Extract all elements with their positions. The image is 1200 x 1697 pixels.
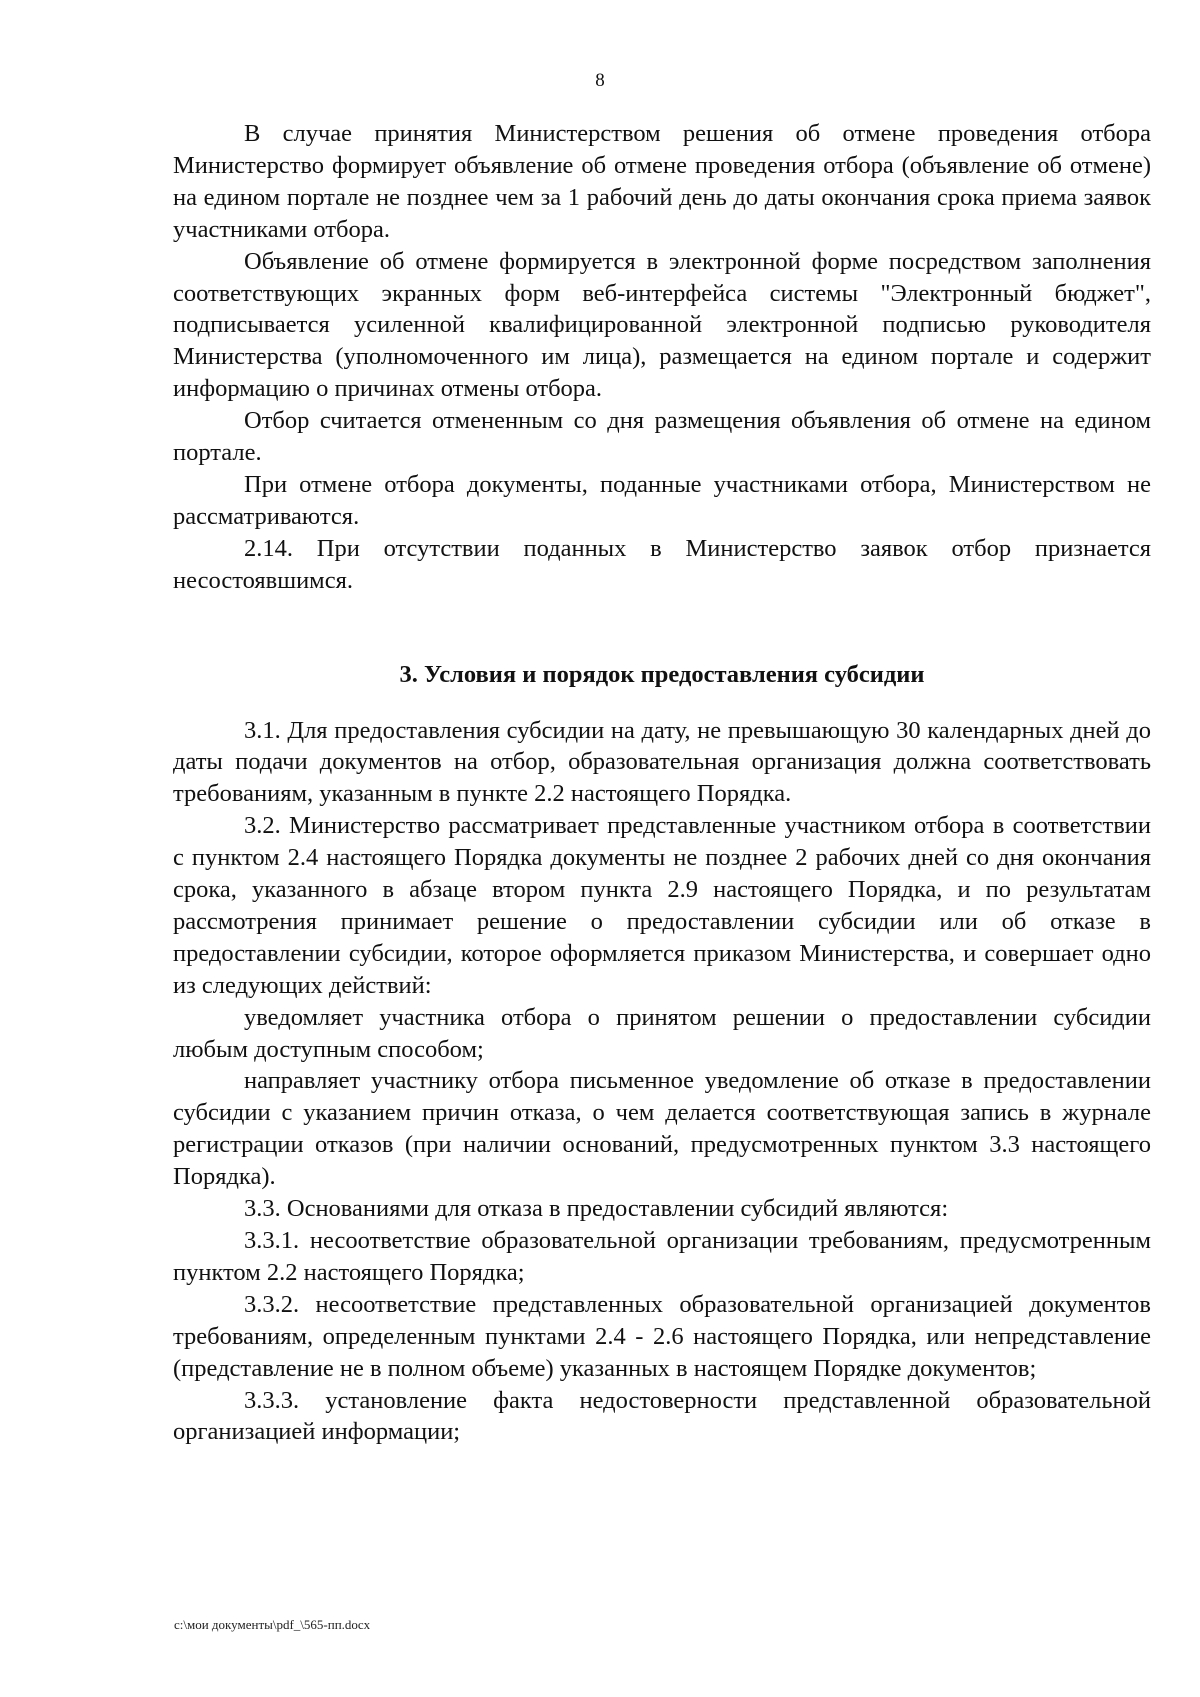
paragraph: 3.1. Для предоставления субсидии на дату, не превышающую 30 календарных дней до даты подачи документов на отбор, образовательная организация должна соответствовать требованиям, указанным в пункте 2.2 настоящего Порядка. — [173, 716, 1151, 808]
spacer — [173, 597, 1151, 659]
paragraph: 2.14. При отсутствии поданных в Министерство заявок отбор признается несостоявшимся. — [173, 534, 1151, 594]
section-heading: 3. Условия и порядок предоставления субсидии — [399, 660, 925, 688]
paragraph: уведомляет участника отбора о принятом решении о предоставлении субсидии любым доступным способом; — [173, 1003, 1151, 1063]
document-body — [173, 118, 1151, 1448]
page-number: 8 — [595, 70, 605, 91]
paragraph: 3.3.2. несоответствие представленных образовательной организацией документов требованиям, определенным пунктами 2.4 - 2.6 настоящего Порядка, или непредставление (представление не в полном объеме) указанных в настоящем Порядке документов; — [173, 1290, 1151, 1382]
paragraph: 3.2. Министерство рассматривает представленные участником отбора в соответствии с пунктом 2.4 настоящего Порядка документы не позднее 2 рабочих дней со дня окончания срока, указанного в абзаце втором пункта 2.9 настоящего Порядка, и по результатам рассмотрения принимает решение о предоставлении субсидии или об отказе в предоставлении субсидии, которое оформляется приказом Министерства, и совершает одно из следующих действий: — [173, 812, 1151, 999]
paragraph: 3.3. Основаниями для отказа в предоставлении субсидий являются: — [244, 1195, 949, 1223]
paragraph: Объявление об отмене формируется в электронной форме посредством заполнения соответствующих экранных форм веб-интерфейса системы "Электронный бюджет", подписывается усиленной квалифицированной электронной подписью руководителя Министерства (уполномоченного им лица), размещается на едином портале и содержит информацию о причинах отмены отбора. — [173, 247, 1151, 403]
spacer — [173, 691, 1151, 715]
paragraph: В случае принятия Министерством решения об отмене проведения отбора Министерство формирует объявление об отмене проведения отбора (объявление об отмене) на едином портале не позднее чем за 1 рабочий день до даты окончания срока приема заявок участниками отбора. — [173, 120, 1151, 243]
paragraph: Отбор считается отмененным со дня размещения объявления об отмене на едином портале. — [173, 407, 1151, 467]
paragraph: направляет участнику отбора письменное уведомление об отказе в предоставлении субсидии с указанием причин отказа, о чем делается соответствующая запись в журнале регистрации отказов (при наличии оснований, предусмотренных пунктом 3.3 настоящего Порядка). — [173, 1067, 1151, 1191]
paragraph: 3.3.3. установление факта недостоверности представленной образовательной организацией информации; — [173, 1386, 1151, 1446]
paragraph: 3.3.1. несоответствие образовательной организации требованиям, предусмотренным пунктом 2.2 настоящего Порядка; — [173, 1227, 1151, 1286]
footer-file-path: c:\мои документы\pdf_\565-пп.docx — [174, 1617, 371, 1632]
paragraph: При отмене отбора документы, поданные участниками отбора, Министерством не рассматриваются. — [173, 470, 1151, 530]
